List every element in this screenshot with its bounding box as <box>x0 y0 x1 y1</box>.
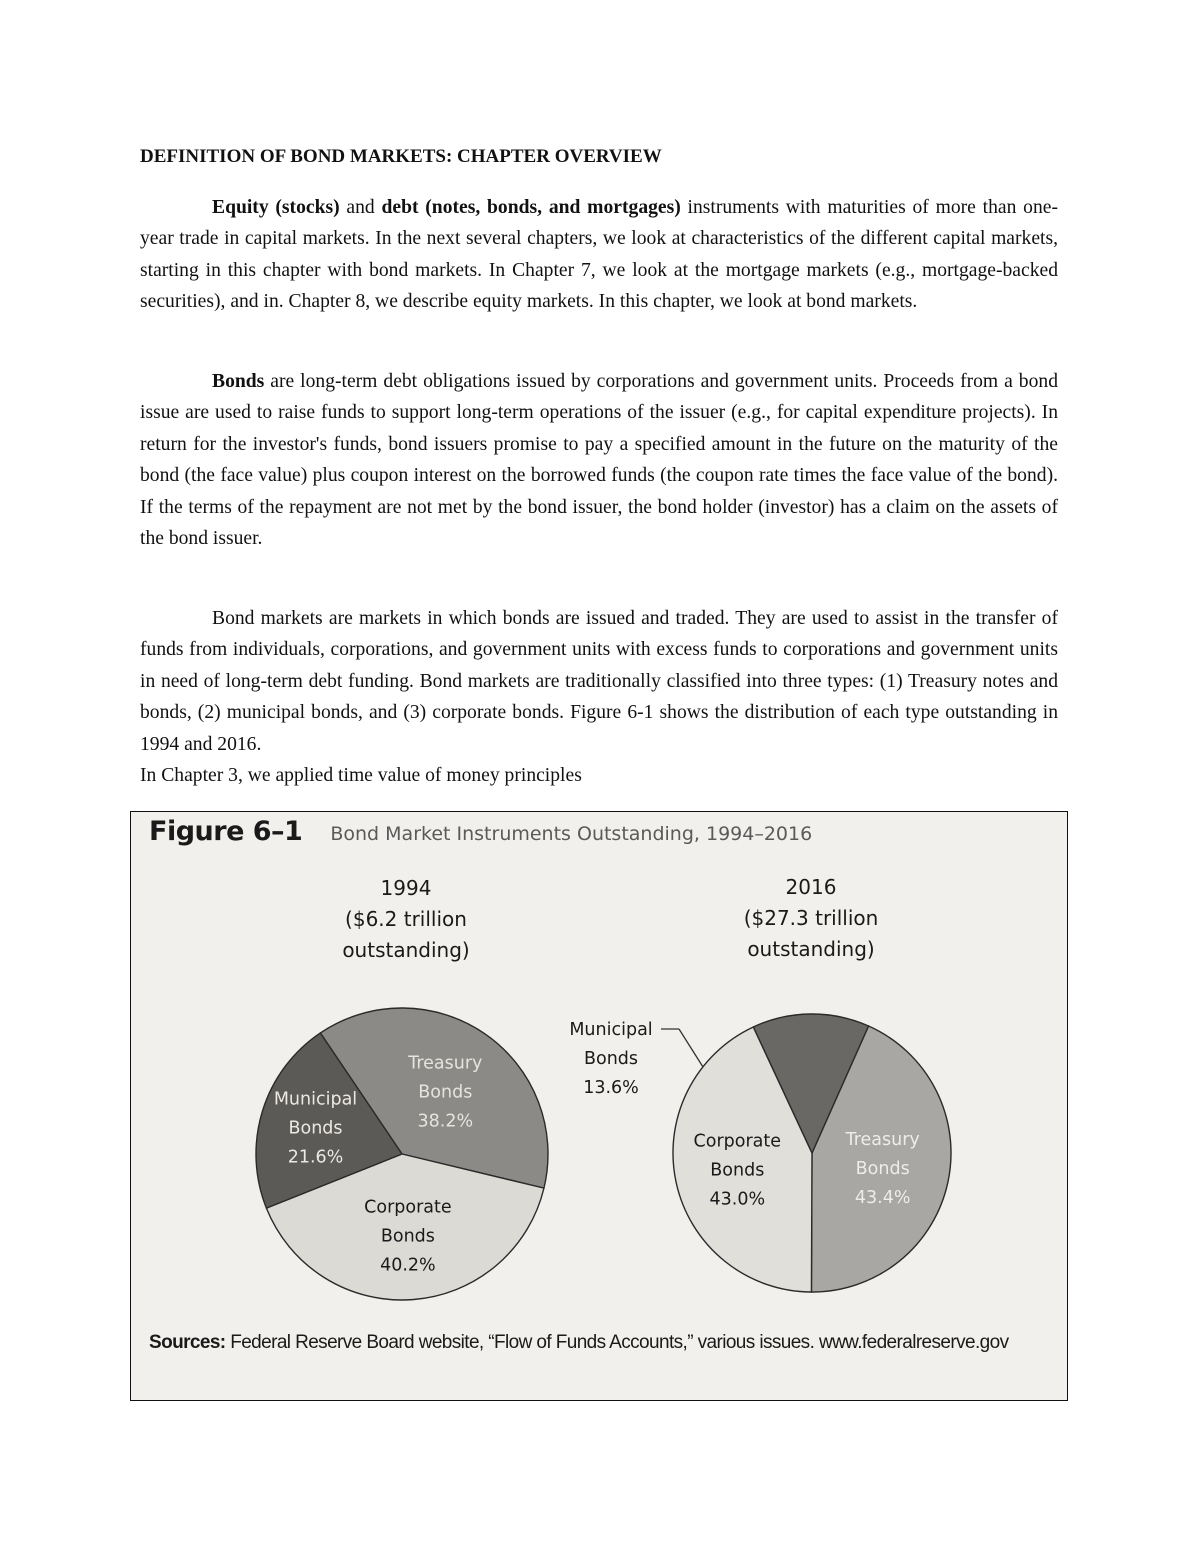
slice-value-label: 38.2% <box>417 1111 474 1132</box>
slice-value-label: 40.2% <box>380 1255 436 1276</box>
figure-sources <box>149 1332 1009 1354</box>
paragraph-equity-debt <box>140 192 1058 318</box>
callout-line: Bonds <box>583 1049 639 1069</box>
slice-name-label: Bonds <box>855 1159 910 1180</box>
slice-name-label: Bonds <box>710 1160 765 1181</box>
paragraph-bond-markets <box>140 603 1058 791</box>
slice-value-label: 21.6% <box>287 1147 344 1168</box>
term-equity: Equity (stocks) <box>212 197 340 218</box>
sources-label: Sources: <box>149 1332 226 1353</box>
slice-name-label: Treasury <box>408 1053 483 1074</box>
paragraph-text: and <box>339 197 382 218</box>
paragraph-bonds <box>140 366 1058 554</box>
sources-text: Federal Reserve Board website, “Flow of Funds Accounts,” various issues. www.federalreserve.gov <box>225 1332 1009 1353</box>
paragraph-text: instruments with maturities of more than one-year trade in capital markets. In the next several chapters, we look at characteristics of the different capital markets, starting in this chapter with bond markets. In Chapter 7, we look at the mortgage markets (e.g., mortgage-backed securities), and in. Chapter 8, we describe equity markets. In this chapter, we look at bond markets. <box>140 197 1058 313</box>
pie-title-line: ($27.3 trillion <box>743 906 879 930</box>
slice-name-label: Treasury <box>845 1130 920 1151</box>
slice-name-label: Bonds <box>288 1118 343 1139</box>
slice-name-label: Municipal <box>273 1089 358 1110</box>
slice-name-label: Corporate <box>693 1131 782 1152</box>
pie-title-line: outstanding) <box>342 938 470 962</box>
slice-name-label: Bonds <box>418 1082 473 1103</box>
slice-value-label: 43.0% <box>709 1189 766 1210</box>
pie-title-line: 2016 <box>785 875 837 899</box>
pie-chart-1994 <box>256 1008 548 1300</box>
paragraph-last-line: In Chapter 3, we applied time value of money principles <box>140 765 582 787</box>
term-bonds: Bonds <box>212 371 265 392</box>
pie-title-line: outstanding) <box>747 937 875 961</box>
callout-line: 13.6% <box>583 1078 639 1098</box>
figure-6-1 <box>130 811 1068 1401</box>
paragraph-text: are long-term debt obligations issued by corporations and government units. Proceeds from a bond issue are used to raise funds to support long-term operations of the issuer (e.g., for capital expenditure projects). In return for the investor's funds, bond issuers promise to pay a specified amount in the future on the maturity of the bond (the face value) plus coupon interest on the borrowed funds (the coupon rate times the face value of the bond). If the terms of the repayment are not met by the bond issuer, the bond holder (investor) has a claim on the assets of the bond issuer. <box>140 371 1058 550</box>
slice-name-label: Corporate <box>364 1197 452 1218</box>
figure-label: Figure 6–1 <box>149 816 303 847</box>
callout-line: Municipal <box>569 1020 653 1040</box>
section-heading: DEFINITION OF BOND MARKETS: CHAPTER OVERVIEW <box>140 146 662 167</box>
pie-chart-2016 <box>673 1014 951 1292</box>
term-debt: debt (notes, bonds, and mortgages) <box>381 197 681 218</box>
municipal-callout-2016 <box>551 1016 671 1103</box>
figure-caption: Bond Market Instruments Outstanding, 1994–2016 <box>330 823 813 845</box>
paragraph-text: Bond markets are markets in which bonds are issued and traded. They are used to assist in the transfer of funds from individuals, corporations, and government units with excess funds to corporations and government units in need of long-term debt funding. Bond markets are traditionally classified into three types: (1) Treasury notes and bonds, (2) municipal bonds, and (3) corporate bonds. Figure 6-1 shows the distribution of each type outstanding in 1994 and 2016. <box>140 608 1058 755</box>
slice-name-label: Bonds <box>380 1226 435 1247</box>
municipal-callout-leader <box>679 1029 703 1067</box>
slice-value-label: 43.4% <box>854 1188 911 1209</box>
pie-charts <box>131 812 1066 1401</box>
pie-title-line: ($6.2 trillion <box>345 907 467 931</box>
pie-title-line: 1994 <box>380 876 432 900</box>
